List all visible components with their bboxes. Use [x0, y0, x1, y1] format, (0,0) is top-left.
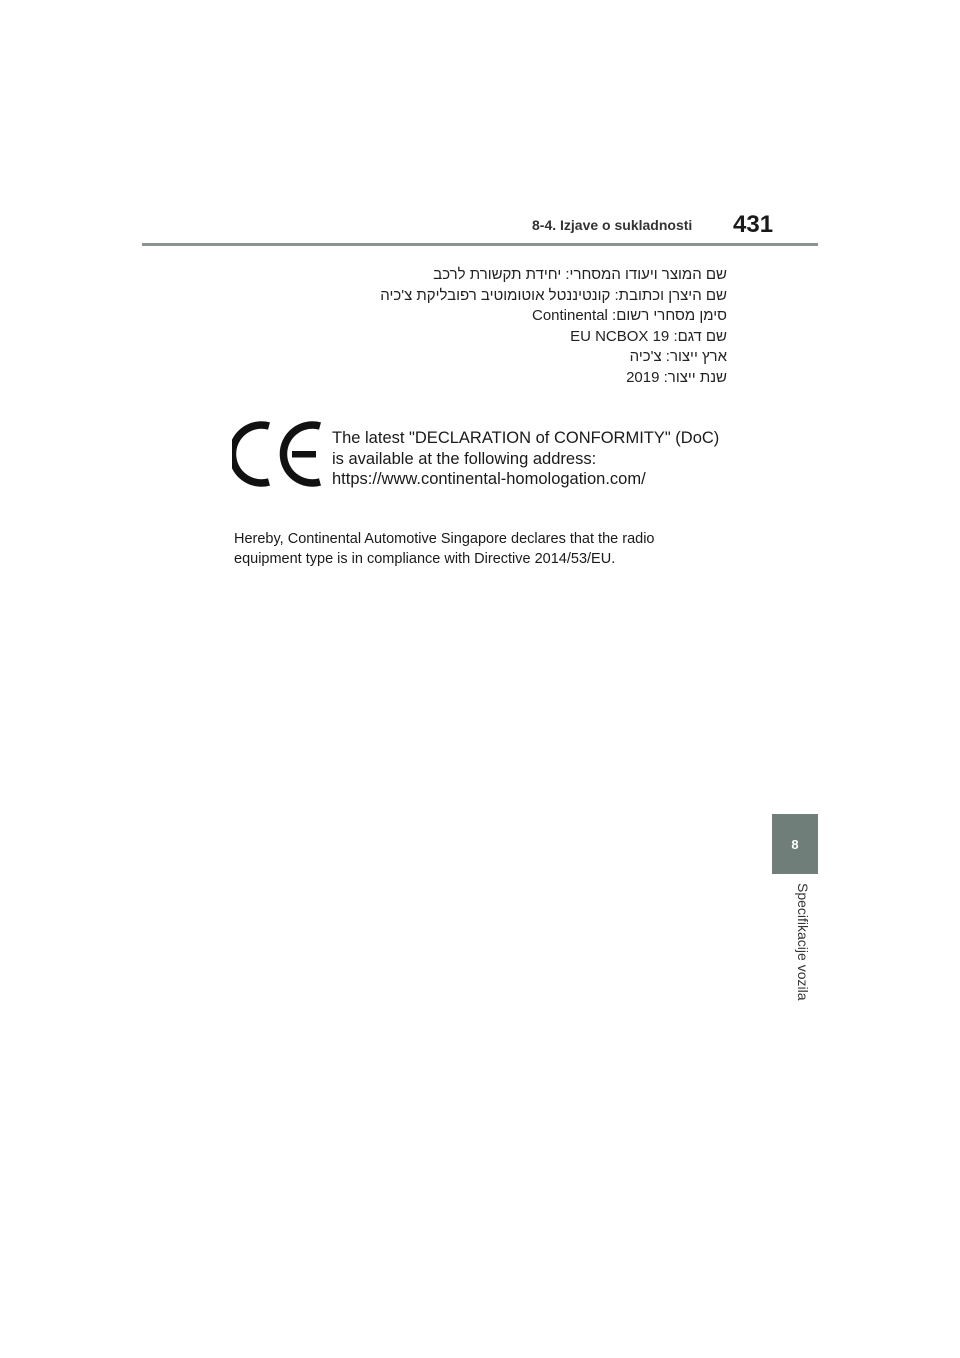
- chapter-title: Specifikacije vozila: [795, 883, 811, 1001]
- ce-mark-icon: [232, 420, 324, 488]
- hebrew-info-line: שנת ייצור: 2019: [626, 368, 727, 386]
- section-title: 8-4. Izjave o sukladnosti: [532, 217, 693, 233]
- header-divider: [142, 243, 818, 246]
- hebrew-info-line: שם דגם: EU NCBOX 19: [570, 327, 727, 345]
- hebrew-info-line: ארץ ייצור: צ'כיה: [629, 348, 727, 365]
- page-number: 431: [733, 211, 774, 238]
- compliance-line: Hereby, Continental Automotive Singapore declares that the radio: [234, 531, 655, 547]
- hebrew-info-line: שם המוצר ויעודו המסחרי: יחידת תקשורת לרכב: [433, 266, 727, 283]
- doc-url: https://www.continental-homologation.com/: [332, 470, 646, 488]
- chapter-tab: 8: [772, 814, 818, 874]
- compliance-line: equipment type is in compliance with Directive 2014/53/EU.: [234, 551, 616, 567]
- doc-line: is available at the following address:: [332, 449, 597, 468]
- hebrew-info-line: סימן מסחרי רשום: Continental: [531, 307, 727, 324]
- declaration-of-conformity: [332, 428, 719, 490]
- compliance-statement: [234, 529, 704, 569]
- doc-line: The latest "DECLARATION of CONFORMITY" (DoC): [332, 429, 720, 447]
- hebrew-info-line: שם היצרן וכתובת: קונטיננטל אוטומוטיב רפובליקת צ'כיה: [380, 286, 727, 304]
- hebrew-product-info: [300, 265, 727, 388]
